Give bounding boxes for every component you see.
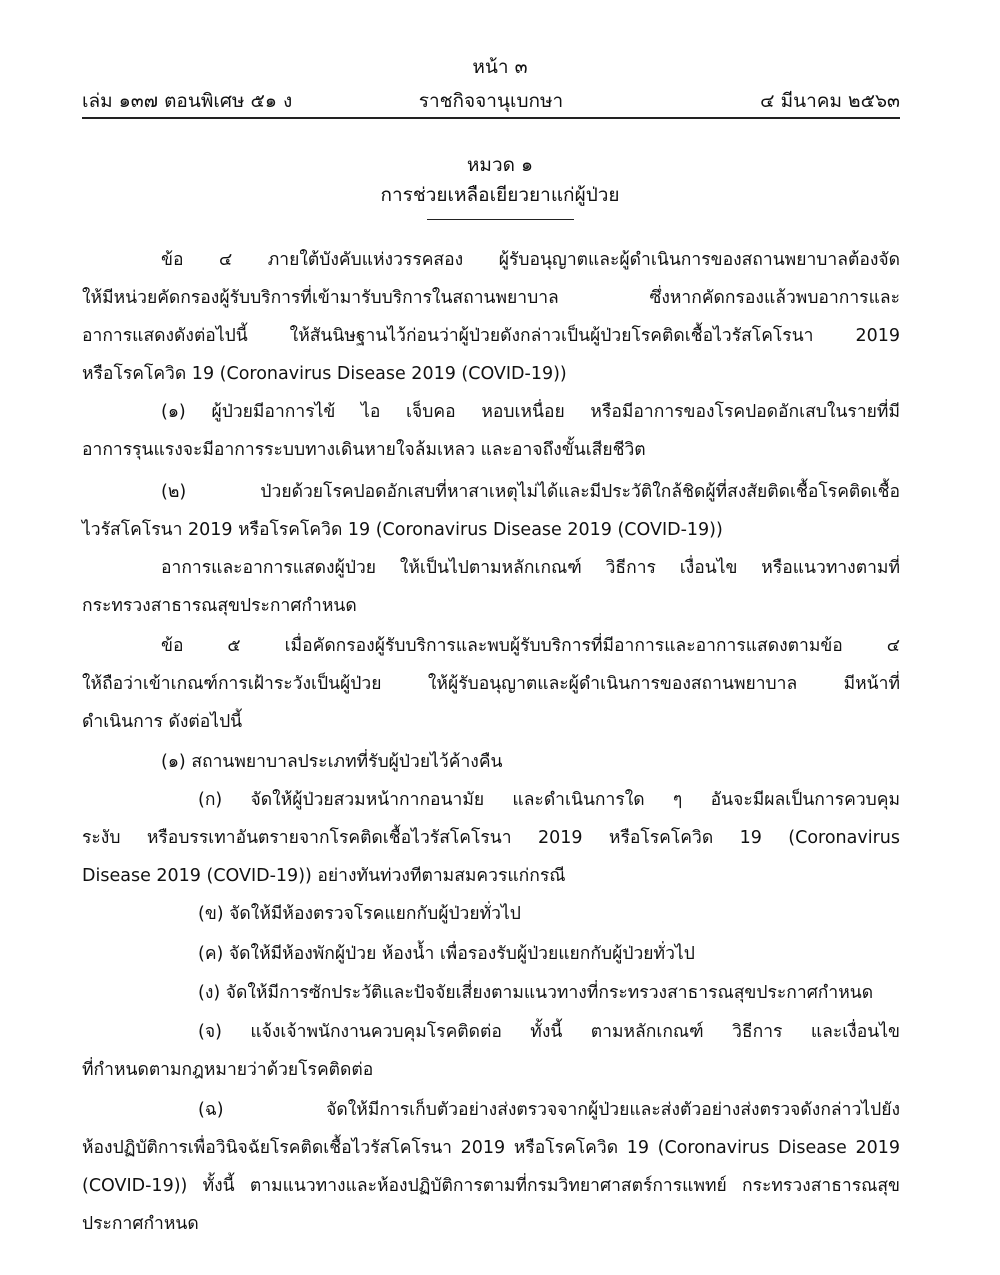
text-line: (ค) จัดให้มีห้องพักผู้ป่วย ห้องน้ำ เพื่อรองรับผู้ป่วยแยกกับผู้ป่วยทั่วไป — [198, 944, 695, 964]
text-line: ระงับ หรือบรรเทาอันตรายจากโรคติดเชื้อไวรัสโคโรนา 2019 หรือโรคโควิด 19 (Coronavirus — [82, 828, 900, 848]
text-line: ให้ถือว่าเข้าเกณฑ์การเฝ้าระวังเป็นผู้ป่วย ให้ผู้รับอนุญาตและผู้ดำเนินการของสถานพยาบาล มีหน้าที่ — [82, 674, 900, 694]
volume-issue: เล่ม ๑๓๗ ตอนพิเศษ ๕๑ ง — [82, 90, 293, 112]
text-line: Disease 2019 (COVID-19)) อย่างทันท่วงทีตามสมควรแก่กรณี — [82, 866, 566, 886]
text-line: อาการแสดงดังต่อไปนี้ ให้สันนิษฐานไว้ก่อนว่าผู้ป่วยดังกล่าวเป็นผู้ป่วยโรคติดเชื้อไวรัสโคโรนา 2019 — [82, 326, 900, 346]
text-line: ไวรัสโคโรนา 2019 หรือโรคโควิด 19 (Coronavirus Disease 2019 (COVID-19)) — [82, 520, 723, 540]
publication-date: ๔ มีนาคม ๒๕๖๓ — [760, 90, 900, 112]
header-divider — [82, 117, 900, 119]
text-line: (จ) แจ้งเจ้าพนักงานควบคุมโรคติดต่อ ทั้งนี้ ตามหลักเกณฑ์ วิธีการ และเงื่อนไข — [198, 1022, 900, 1042]
text-line: ข้อ ๔ ภายใต้บังคับแห่งวรรคสอง ผู้รับอนุญาตและผู้ดำเนินการของสถานพยาบาลต้องจัด — [161, 250, 900, 270]
text-line: อาการและอาการแสดงผู้ป่วย ให้เป็นไปตามหลักเกณฑ์ วิธีการ เงื่อนไข หรือแนวทางตามที่ — [161, 558, 900, 578]
text-line: ประกาศกำหนด — [82, 1214, 199, 1234]
chapter-title: การช่วยเหลือเยียวยาแก่ผู้ป่วย — [380, 184, 620, 206]
text-line: (ฉ) จัดให้มีการเก็บตัวอย่างส่งตรวจจากผู้ป่วยและส่งตัวอย่างส่งตรวจดังกล่าวไปยัง — [198, 1100, 900, 1120]
chapter-divider — [427, 219, 574, 220]
text-line: ข้อ ๕ เมื่อคัดกรองผู้รับบริการและพบผู้รับบริการที่มีอาการและอาการแสดงตามข้อ ๔ — [161, 636, 900, 656]
text-line: ดำเนินการ ดังต่อไปนี้ — [82, 712, 243, 732]
text-line: อาการรุนแรงจะมีอาการระบบทางเดินหายใจล้มเหลว และอาจถึงขั้นเสียชีวิต — [82, 440, 646, 460]
header-row — [82, 86, 900, 114]
text-line: ที่กำหนดตามกฎหมายว่าด้วยโรคติดต่อ — [82, 1060, 374, 1080]
text-line: กระทรวงสาธารณสุขประกาศกำหนด — [82, 596, 357, 616]
text-line: หรือโรคโควิด 19 (Coronavirus Disease 2019 (COVID-19)) — [82, 364, 567, 384]
page-number: หน้า ๓ — [472, 56, 528, 78]
text-line: (ข) จัดให้มีห้องตรวจโรคแยกกับผู้ป่วยทั่วไป — [198, 904, 521, 924]
text-line: (๑) ผู้ป่วยมีอาการไข้ ไอ เจ็บคอ หอบเหนื่อย หรือมีอาการของโรคปอดอักเสบในรายที่มี — [161, 402, 900, 422]
publication-name: ราชกิจจานุเบกษา — [418, 90, 564, 112]
text-line: (๒) ป่วยด้วยโรคปอดอักเสบที่หาสาเหตุไม่ได้และมีประวัติใกล้ชิดผู้ที่สงสัยติดเชื้อโรคติดเชื้อ — [161, 482, 900, 502]
text-line: (ก) จัดให้ผู้ป่วยสวมหน้ากากอนามัย และดำเนินการใด ๆ อันจะมีผลเป็นการควบคุม — [198, 790, 900, 810]
text-line: ห้องปฏิบัติการเพื่อวินิจฉัยโรคติดเชื้อไวรัสโคโรนา 2019 หรือโรคโควิด 19 (Coronavirus Disease 2019 — [82, 1138, 900, 1158]
text-line: (COVID-19)) ทั้งนี้ ตามแนวทางและห้องปฏิบัติการตามที่กรมวิทยาศาสตร์การแพทย์ กระทรวงสาธารณสุข — [82, 1176, 900, 1196]
chapter-label: หมวด ๑ — [466, 154, 534, 176]
text-line: ให้มีหน่วยคัดกรองผู้รับบริการที่เข้ามารับบริการในสถานพยาบาล ซึ่งหากคัดกรองแล้วพบอาการและ — [82, 288, 900, 308]
text-line: (ง) จัดให้มีการซักประวัติและปัจจัยเสี่ยงตามแนวทางที่กระทรวงสาธารณสุขประกาศกำหนด — [198, 983, 874, 1003]
text-line: (๑) สถานพยาบาลประเภทที่รับผู้ป่วยไว้ค้างคืน — [161, 752, 503, 772]
